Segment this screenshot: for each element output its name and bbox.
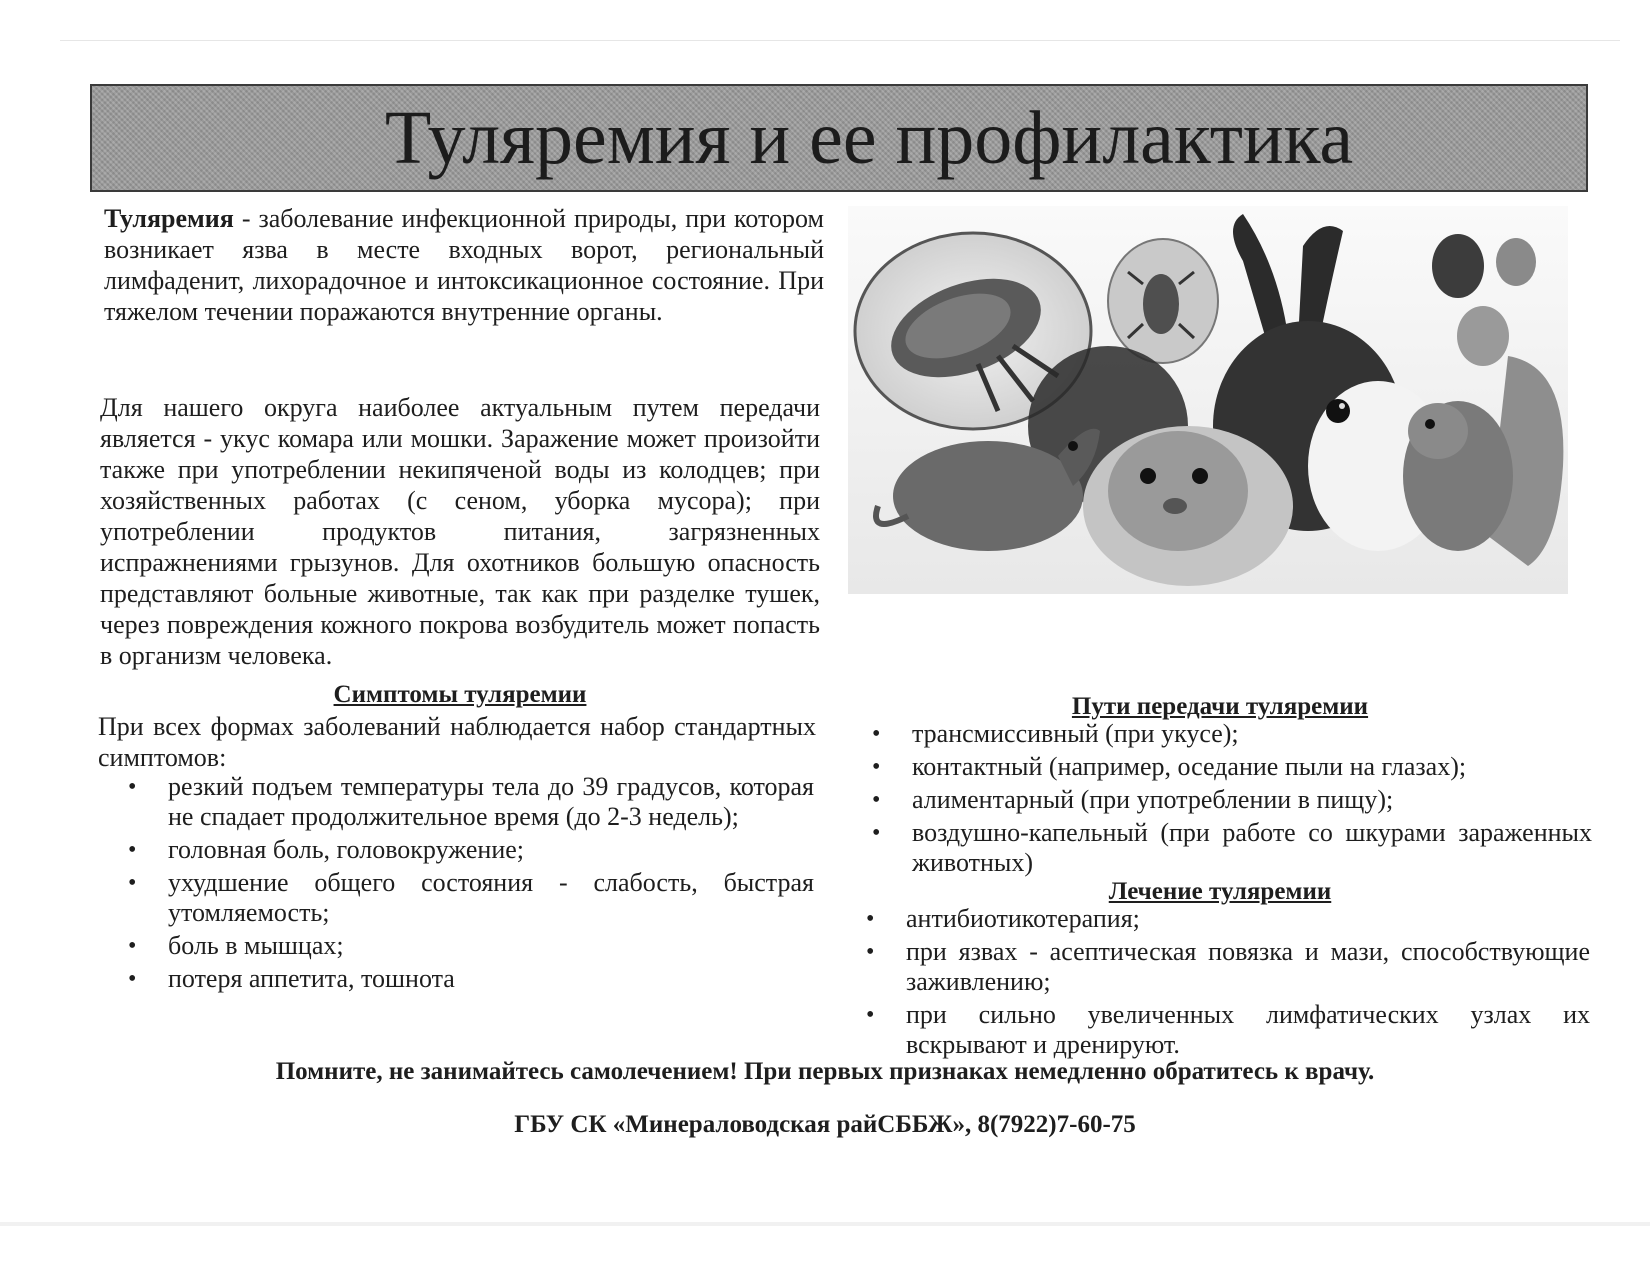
scan-edge-top <box>60 40 1620 41</box>
warning-note: Помните, не занимайтесь самолечением! При первых признаках немедленно обратитесь к врачу. <box>275 1058 1375 1085</box>
list-item: • алиментарный (при употреблении в пищу); <box>872 785 1592 815</box>
list-item: • воздушно-капельный (при работе со шкурами зараженных животных) <box>872 818 1592 878</box>
symptoms-heading: Симптомы туляремии <box>333 681 587 708</box>
tick-icon <box>1108 239 1218 363</box>
organization-contact: ГБУ СК «Минераловодская райСББЖ», 8(7922)7-60-75 <box>514 1111 1136 1138</box>
list-item: • резкий подъем температуры тела до 39 градусов, которая не спадает продолжительное время (до 2-3 недель); <box>128 772 814 832</box>
list-item: • антибиотикотерапия; <box>866 904 1590 934</box>
transmission-list <box>872 719 1592 881</box>
transmission-paragraph: Для нашего округа наиболее актуальным путем передачи является - укус комара или мошки. Заражение может произойти также при употреблении некипяченой воды из колодцев; при хозяйственных работах (с сеном, уборка мусора); при употреблении продуктов питания, загрязненных испражнениями грызунов. Для охотников большую опасность представляют больные животные, так как при разделке тушек, через повреждения кожного покрова возбудитель может попасть в организм человека. <box>100 393 820 670</box>
list-item: • трансмиссивный (при укусе); <box>872 719 1592 749</box>
treatment-list <box>866 904 1590 1063</box>
list-item: • потеря аппетита, тошнота <box>128 964 814 994</box>
hamster-icon <box>1083 426 1293 586</box>
symptoms-lead: При всех формах заболеваний наблюдается набор стандартных симптомов: <box>98 712 816 772</box>
list-item: • при язвах - асептическая повязка и мази, способствующие заживлению; <box>866 937 1590 997</box>
intro-paragraph <box>104 203 824 327</box>
list-item: • при сильно увеличенных лимфатических узлах их вскрывают и дренируют. <box>866 1000 1590 1060</box>
title-banner <box>90 84 1588 192</box>
animals-illustration <box>848 206 1568 594</box>
transmission-heading: Пути передачи туляремии <box>1071 693 1369 720</box>
list-item: • контактный (например, оседание пыли на глазах); <box>872 752 1592 782</box>
intro-lead-term: Туляремия <box>104 204 234 233</box>
list-item: • ухудшение общего состояния - слабость, быстрая утомляемость; <box>128 868 814 928</box>
list-item: • боль в мышцах; <box>128 931 814 961</box>
scan-edge-bottom <box>0 1222 1650 1226</box>
intro-text: - заболевание инфекционной природы, при котором возникает язва в месте входных ворот, региональный лимфаденит, лихорадочное и интоксикационное состояние. При тяжелом течении поражаются внутренние органы. <box>104 204 824 326</box>
list-item: • головная боль, головокружение; <box>128 835 814 865</box>
symptoms-list <box>128 772 814 997</box>
page-title: Туляремия и ее профилактика <box>384 96 1354 180</box>
animals-illustration-svg <box>848 206 1568 594</box>
treatment-heading: Лечение туляремии <box>1108 878 1332 905</box>
